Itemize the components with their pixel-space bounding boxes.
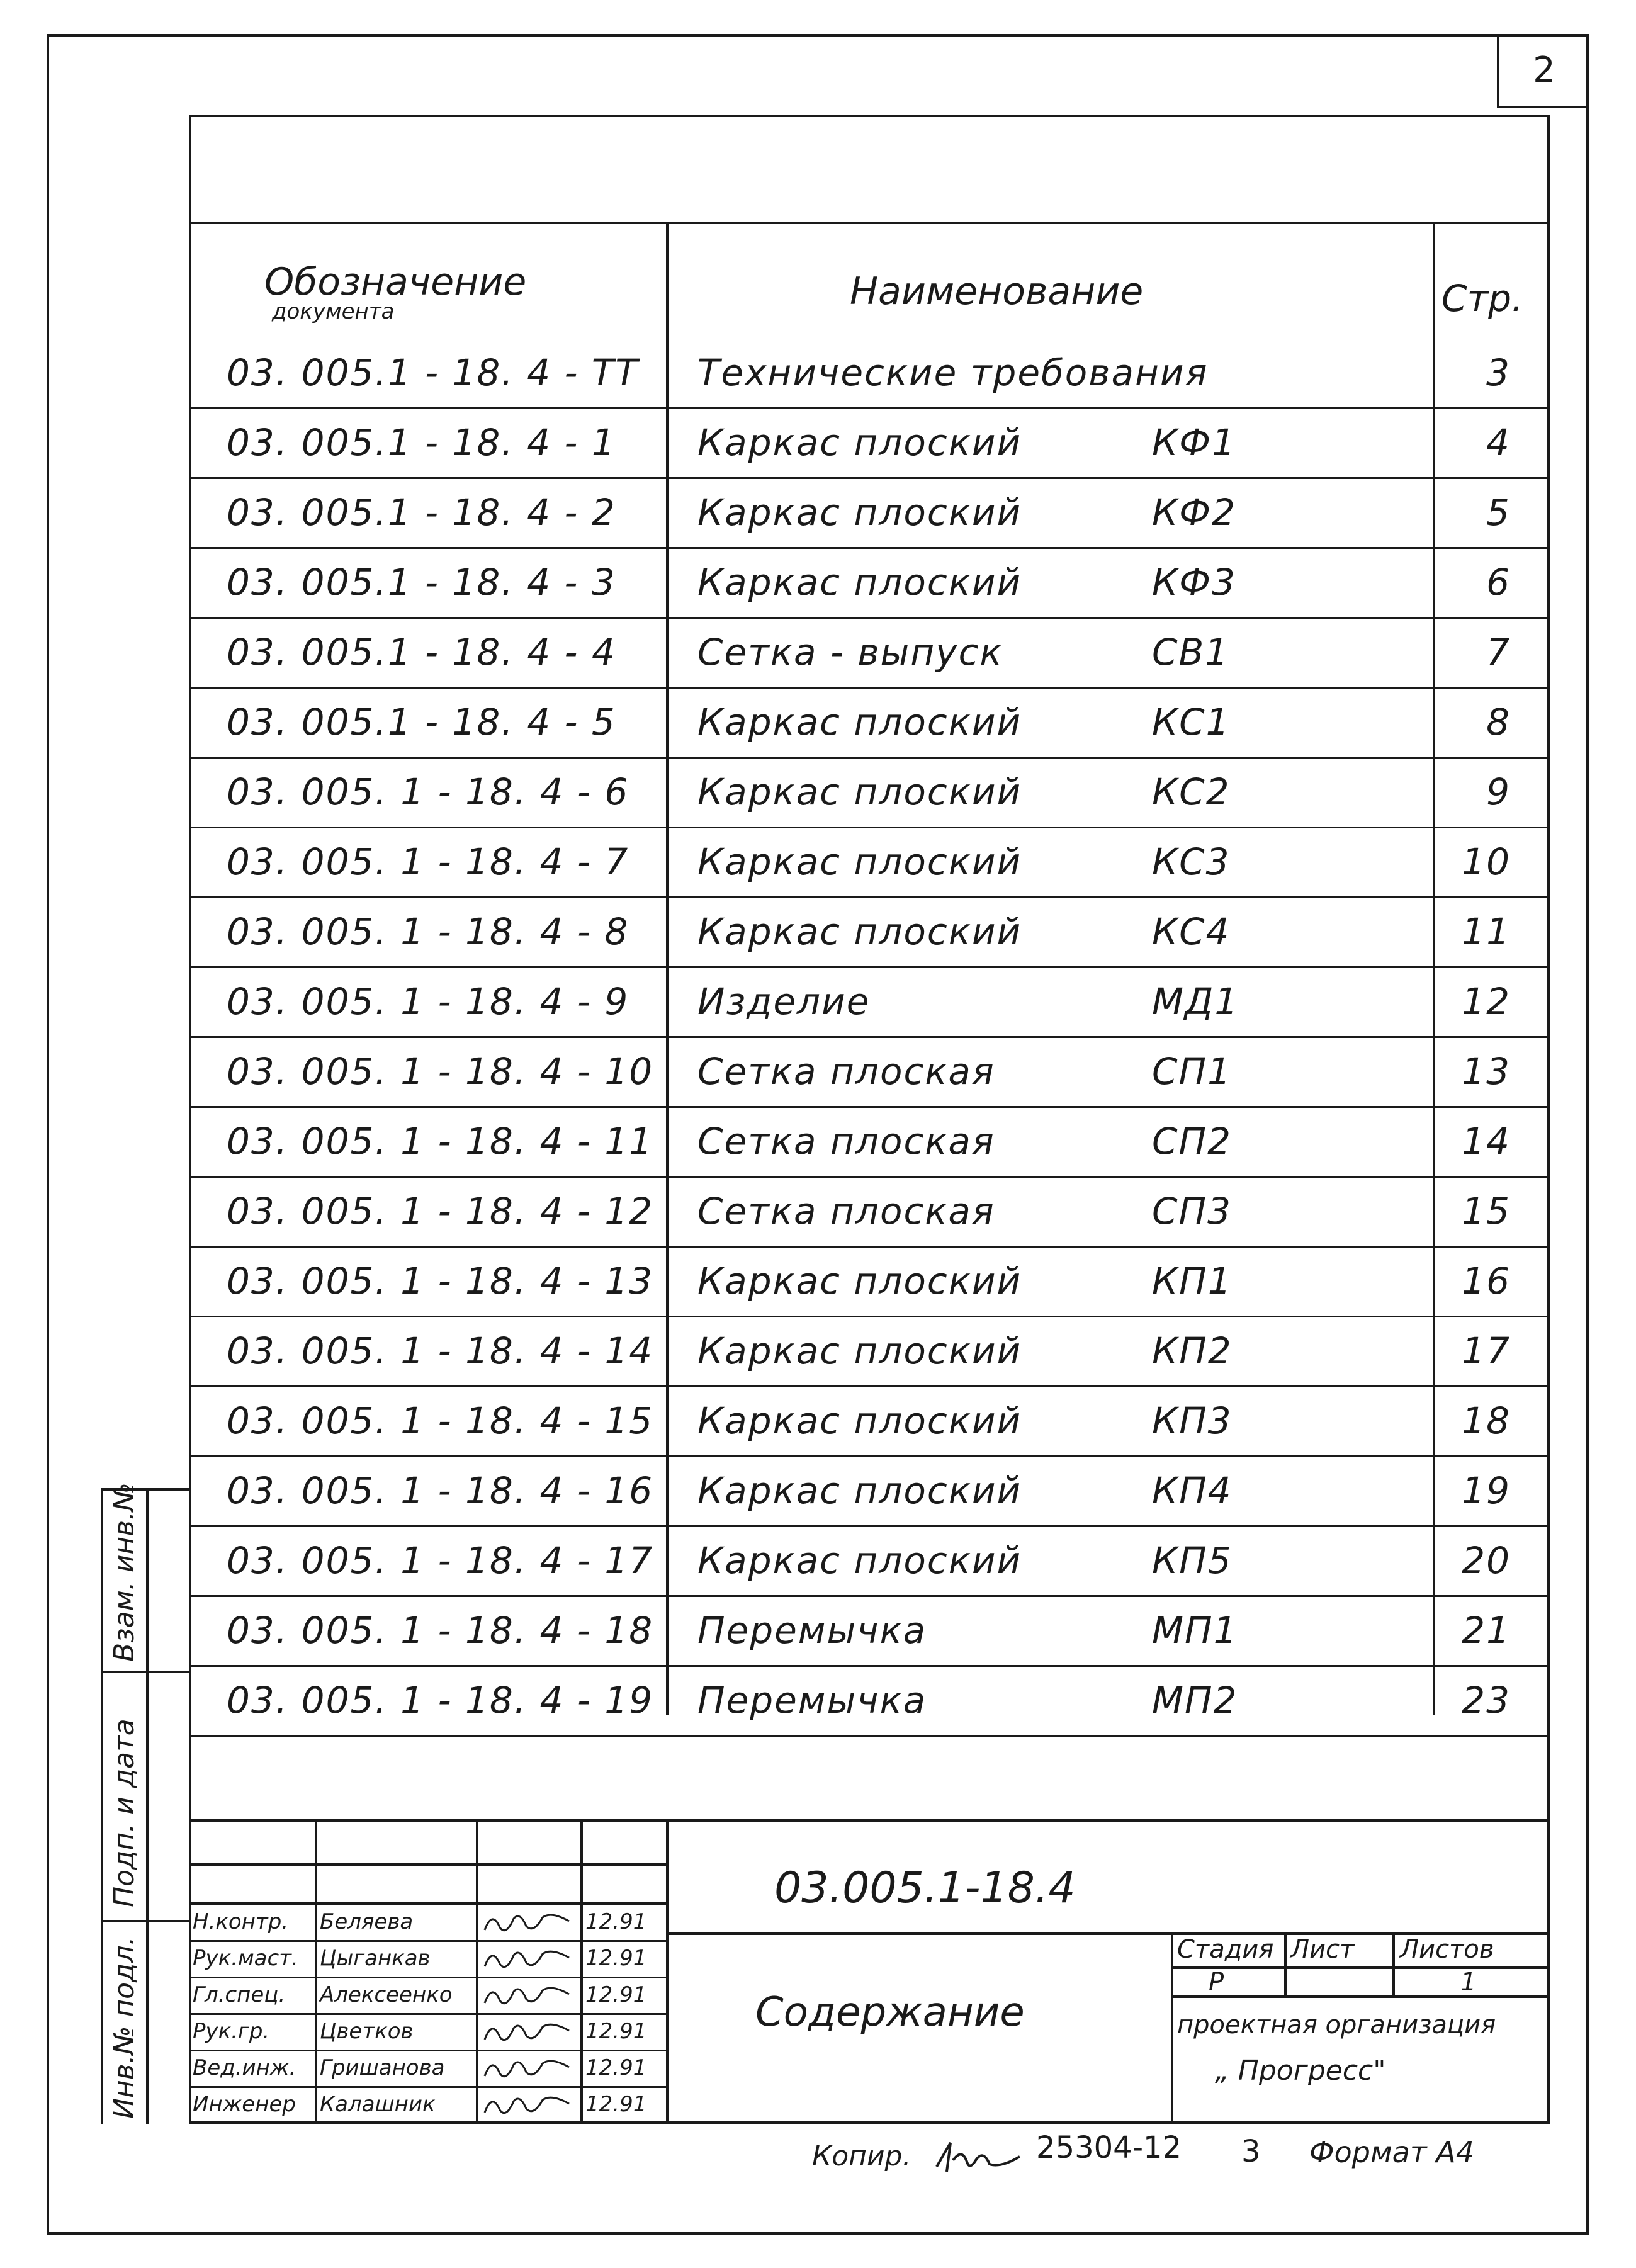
row-code: 03. 005. 1 - 18. 4 - 14 — [227, 1329, 654, 1372]
row-name: Каркас плоский — [697, 1469, 1022, 1512]
row-code: 03. 005. 1 - 18. 4 - 10 — [227, 1049, 654, 1093]
row-code: 03. 005. 1 - 18. 4 - 6 — [227, 770, 629, 813]
row-page: 19 — [1462, 1469, 1511, 1512]
header-designation-line1: Обозначение — [264, 260, 527, 304]
stamp-col-name — [315, 1819, 317, 2124]
row-name: Каркас плоский — [697, 700, 1022, 743]
row-page: 12 — [1462, 979, 1511, 1023]
row-mark: СП2 — [1152, 1119, 1233, 1163]
side-label-sign-date: Подп. и дата — [108, 1718, 140, 1907]
row-code: 03. 005. 1 - 18. 4 - 18 — [227, 1608, 654, 1652]
signature-role: Рук.гр. — [193, 2019, 270, 2044]
signature-row-line — [189, 2123, 666, 2124]
row-code: 03. 005.1 - 18. 4 - 4 — [227, 630, 616, 674]
row-mark: СВ1 — [1152, 630, 1230, 674]
row-mark: МП2 — [1152, 1678, 1238, 1722]
footer-sheet: 3 — [1241, 2134, 1261, 2169]
row-name: Перемычка — [697, 1678, 927, 1722]
row-name: Каркас плоский — [697, 490, 1022, 534]
row-page: 8 — [1486, 700, 1511, 743]
column-divider-code — [666, 222, 669, 1715]
row-code: 03. 005.1 - 18. 4 - 3 — [227, 560, 616, 604]
row-code: 03. 005.1 - 18. 4 - 2 — [227, 490, 616, 534]
stamp-col-date — [580, 1819, 583, 2124]
stamp-stage-row1 — [1171, 1966, 1550, 1969]
row-code: 03. 005. 1 - 18. 4 - 8 — [227, 910, 629, 953]
row-separator — [189, 1735, 1550, 1737]
signature-role: Инженер — [193, 2092, 296, 2117]
row-name: Технические требования — [697, 351, 1209, 394]
row-name: Каркас плоский — [697, 1259, 1022, 1302]
row-code: 03. 005. 1 - 18. 4 - 13 — [227, 1259, 654, 1302]
footer-format: Формат А4 — [1309, 2135, 1474, 2169]
stamp-doc-code: 03.005.1-18.4 — [774, 1863, 1076, 1913]
row-mark: КС3 — [1152, 840, 1231, 883]
row-code: 03. 005. 1 - 18. 4 - 19 — [227, 1678, 654, 1722]
signature-name: Цветков — [320, 2019, 414, 2044]
row-mark: МП1 — [1152, 1608, 1238, 1652]
row-code: 03. 005. 1 - 18. 4 - 17 — [227, 1538, 654, 1582]
row-page: 6 — [1486, 560, 1511, 604]
stamp-sheets-label: Листов — [1400, 1935, 1494, 1964]
row-name: Изделие — [697, 979, 871, 1023]
row-mark: КФ2 — [1152, 490, 1237, 534]
row-page: 23 — [1462, 1678, 1511, 1722]
row-mark: МД1 — [1152, 979, 1239, 1023]
header-name: Наименование — [850, 269, 1144, 313]
signature-date: 12.91 — [585, 2055, 647, 2080]
stamp-sheet-label: Лист — [1290, 1935, 1355, 1964]
signature-role: Н.контр. — [193, 1909, 289, 1934]
side-label-replace-inv: Взам. инв.№ — [108, 1482, 140, 1662]
stamp-col-sign — [476, 1819, 478, 2124]
row-page: 20 — [1462, 1538, 1511, 1582]
row-name: Сетка плоская — [697, 1049, 995, 1093]
copier-signature — [932, 2135, 1026, 2179]
signature-name: Гришанова — [320, 2055, 445, 2080]
signature-date: 12.91 — [585, 2019, 647, 2044]
signature-date: 12.91 — [585, 1982, 647, 2007]
row-name: Сетка плоская — [697, 1189, 995, 1233]
table-header-top-line — [189, 222, 1550, 224]
signature-date: 12.91 — [585, 1946, 647, 1971]
signature-role: Гл.спец. — [193, 1982, 286, 2007]
row-page: 15 — [1462, 1189, 1511, 1233]
stamp-stage-row2 — [1171, 1995, 1550, 1998]
row-name: Каркас плоский — [697, 1538, 1022, 1582]
stamp-stage-label: Стадия — [1177, 1935, 1274, 1964]
row-name: Перемычка — [697, 1608, 927, 1652]
stamp-sheets-col — [1392, 1932, 1395, 1995]
stamp-sheets-value: 1 — [1460, 1968, 1477, 1997]
row-name: Каркас плоский — [697, 1329, 1022, 1372]
side-label-inv-orig: Инв.№ подл. — [108, 1936, 140, 2119]
row-code: 03. 005.1 - 18. 4 - 1 — [227, 420, 616, 464]
row-page: 17 — [1462, 1329, 1511, 1372]
row-page: 11 — [1462, 910, 1511, 953]
signature-name: Цыганкав — [320, 1946, 431, 1971]
stamp-stage-value: Р — [1209, 1968, 1224, 1997]
row-page: 7 — [1486, 630, 1511, 674]
row-mark: СП1 — [1152, 1049, 1233, 1093]
row-code: 03. 005. 1 - 18. 4 - 12 — [227, 1189, 654, 1233]
row-page: 13 — [1462, 1049, 1511, 1093]
signature-date: 12.91 — [585, 1909, 647, 1934]
row-code: 03. 005. 1 - 18. 4 - 11 — [227, 1119, 654, 1163]
row-code: 03. 005. 1 - 18. 4 - 7 — [227, 840, 629, 883]
header-designation — [264, 260, 527, 324]
handwritten-signature — [481, 2089, 575, 2120]
header-page: Стр. — [1441, 277, 1523, 320]
signature-date: 12.91 — [585, 2092, 647, 2117]
row-code: 03. 005. 1 - 18. 4 - 15 — [227, 1399, 654, 1442]
stamp-sheet-col — [1284, 1932, 1287, 1995]
stamp-title: Содержание — [755, 1989, 1025, 2036]
row-name: Каркас плоский — [697, 560, 1022, 604]
row-mark: КП4 — [1152, 1469, 1233, 1512]
row-name: Каркас плоский — [697, 770, 1022, 813]
stamp-divider-main — [666, 1819, 669, 2124]
signature-name: Калашник — [320, 2092, 436, 2117]
row-page: 14 — [1462, 1119, 1511, 1163]
side-strip-div2 — [101, 1920, 189, 1922]
row-code: 03. 005. 1 - 18. 4 - 9 — [227, 979, 629, 1023]
row-name: Каркас плоский — [697, 1399, 1022, 1442]
row-mark: КС4 — [1152, 910, 1231, 953]
handwritten-signature — [481, 1979, 575, 2011]
row-mark: СП3 — [1152, 1189, 1233, 1233]
row-page: 3 — [1486, 351, 1511, 394]
signature-name: Беляева — [320, 1909, 414, 1934]
row-page: 21 — [1462, 1608, 1511, 1652]
handwritten-signature — [481, 2016, 575, 2047]
footer-order: 25304-12 — [1036, 2130, 1182, 2165]
stamp-org-line2: „ Прогресс" — [1215, 2055, 1386, 2087]
signature-role: Вед.инж. — [193, 2055, 296, 2080]
row-page: 18 — [1462, 1399, 1511, 1442]
sheet-number-box — [1497, 34, 1589, 108]
signature-role: Рук.маст. — [193, 1946, 298, 1971]
row-page: 5 — [1486, 490, 1511, 534]
row-mark: КП5 — [1152, 1538, 1233, 1582]
row-name: Каркас плоский — [697, 910, 1022, 953]
row-code: 03. 005.1 - 18. 4 - 5 — [227, 700, 616, 743]
row-code: 03. 005.1 - 18. 4 - ТТ — [227, 351, 639, 394]
handwritten-signature — [481, 1943, 575, 1974]
row-name: Сетка - выпуск — [697, 630, 1003, 674]
row-name: Каркас плоский — [697, 420, 1022, 464]
stamp-org-line1: проектная организация — [1177, 2011, 1496, 2040]
row-mark: КФ1 — [1152, 420, 1237, 464]
side-strip-mid — [146, 1488, 149, 2124]
sheet-number: 2 — [1533, 49, 1555, 91]
row-code: 03. 005. 1 - 18. 4 - 16 — [227, 1469, 654, 1512]
row-page: 10 — [1462, 840, 1511, 883]
footer-copied: Копир. — [812, 2140, 911, 2172]
stamp-stage-divider — [1171, 1932, 1173, 2124]
stamp-top-line — [189, 1819, 1550, 1822]
row-name: Каркас плоский — [697, 840, 1022, 883]
signature-name: Алексеенко — [320, 1982, 453, 2007]
row-page: 4 — [1486, 420, 1511, 464]
handwritten-signature — [481, 1906, 575, 1938]
stamp-row-line-1 — [189, 1863, 666, 1866]
row-page: 16 — [1462, 1259, 1511, 1302]
side-strip-div1 — [101, 1671, 189, 1673]
row-mark: КФ3 — [1152, 560, 1237, 604]
row-mark: КС2 — [1152, 770, 1231, 813]
header-designation-line2: документа — [272, 299, 395, 324]
row-mark: КП2 — [1152, 1329, 1233, 1372]
row-mark: КС1 — [1152, 700, 1231, 743]
handwritten-signature — [481, 2052, 575, 2084]
row-mark: КП3 — [1152, 1399, 1233, 1442]
row-mark: КП1 — [1152, 1259, 1233, 1302]
side-strip-left — [101, 1488, 103, 2124]
row-page: 9 — [1486, 770, 1511, 813]
row-name: Сетка плоская — [697, 1119, 995, 1163]
